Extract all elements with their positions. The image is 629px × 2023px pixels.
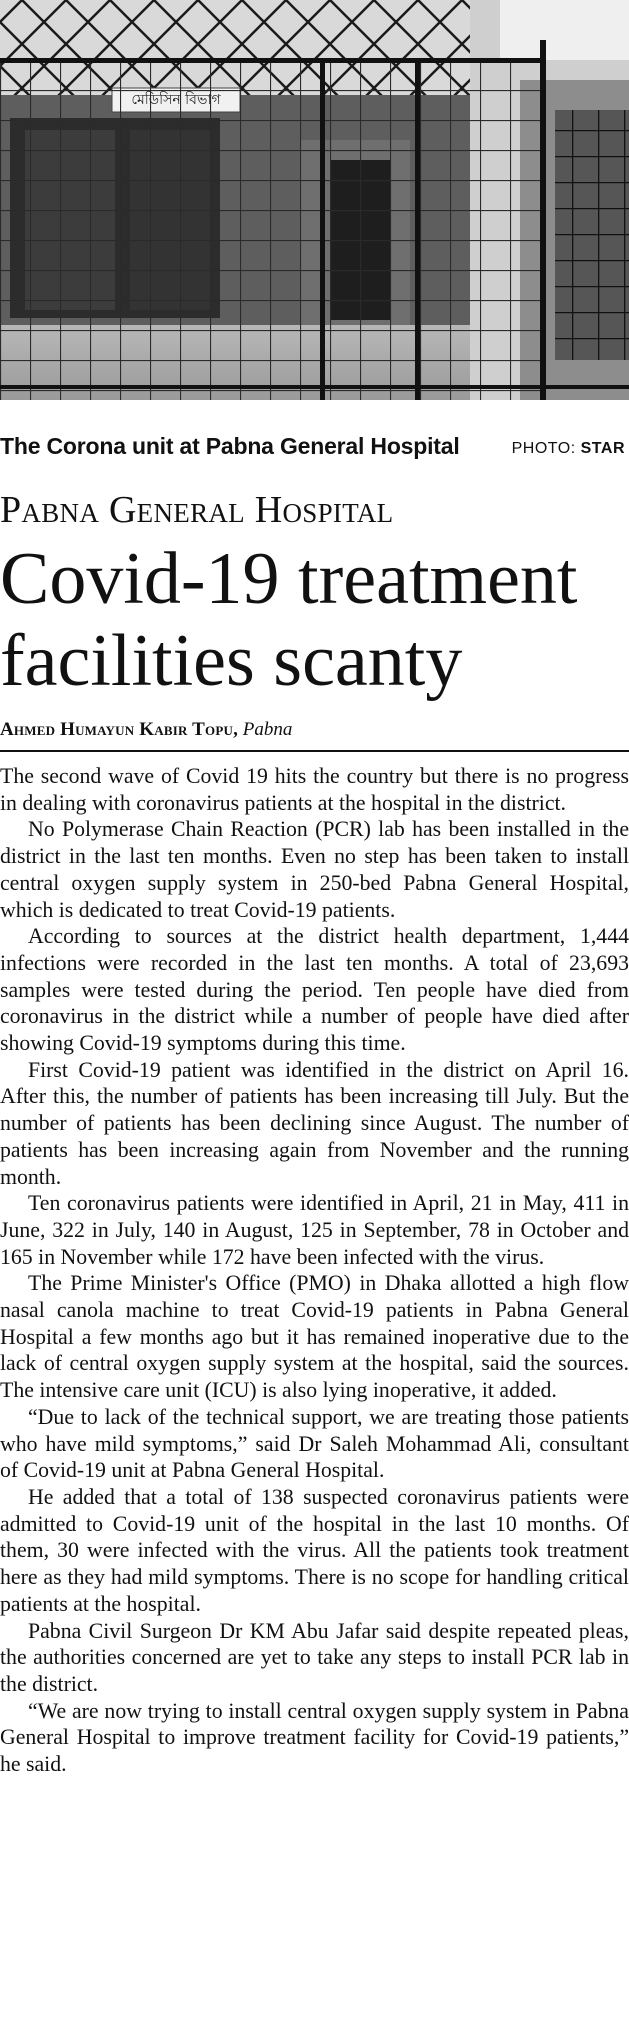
hospital-photo [0, 0, 629, 400]
article-kicker: Pabna General Hospital [0, 489, 394, 531]
corona-unit-photo-image [0, 0, 629, 400]
paragraph: Ten coronavirus patients were identified in April, 21 in May, 411 in June, 322 in July, 140 in August, 125 in September, 78 in October and 165 in November while 172 have been infected with the virus. [0, 1191, 629, 1269]
photo-credit-label: PHOTO: [511, 440, 581, 457]
photo-caption: The Corona unit at Pabna General Hospital [0, 433, 460, 459]
paragraph: The second wave of Covid 19 hits the country but there is no progress in dealing with coronavirus patients at the hospital in the district. [0, 764, 629, 815]
photo-caption-row [0, 433, 629, 467]
byline-author: Ahmed Humayun Kabir Topu, [0, 719, 239, 740]
paragraph: First Covid-19 patient was identified in the district on April 16. After this, the number of patients has been increasing till July. But the number of patients has been declining since August. The number of patients has been increasing again from November and the running month. [0, 1057, 629, 1189]
article-headline: Covid-19 treatment facilities scanty [0, 538, 578, 702]
photo-credit [512, 440, 625, 458]
paragraph: He added that a total of 138 suspected coronavirus patients were admitted to Covid-19 unit of the hospital in the last 10 months. Of them, 30 were infected with the virus. All the patients took treatment here as they had mild symptoms. There is no scope for handling critical patients at the hospital. [0, 1484, 629, 1616]
paragraph: Pabna Civil Surgeon Dr KM Abu Jafar said despite repeated pleas, the authorities concerned are yet to take any steps to install PCR lab in the district. [0, 1618, 629, 1696]
paragraph: According to sources at the district health department, 1,444 infections were recorded in the last ten months. A total of 23,693 samples were tested during the period. Ten people have died from coronavirus in the district while a number of people have died after showing Covid-19 symptoms during this time. [0, 924, 629, 1056]
byline-divider [0, 750, 629, 752]
paragraph: “We are now trying to install central oxygen supply system in Pabna General Hospital to improve treatment facility for Covid-19 patients,” he said. [0, 1698, 629, 1777]
paragraph: The Prime Minister's Office (PMO) in Dhaka allotted a high flow nasal canola machine to treat Covid-19 patients in Pabna General Hospital a few months ago but it has remained inoperative due to the lack of central oxygen supply system at the hospital, said the sources. The intensive care unit (ICU) is also lying inoperative, it added. [0, 1271, 629, 1403]
photo-credit-source: STAR [580, 440, 625, 457]
article-byline [0, 719, 292, 741]
paragraph: No Polymerase Chain Reaction (PCR) lab has been installed in the district in the last ten months. Even no step has been taken to install central oxygen supply system in 250-bed Pabna General Hospital, which is dedicated to treat Covid-19 patients. [0, 817, 629, 922]
article-body [0, 763, 629, 1778]
paragraph: “Due to lack of the technical support, we are treating those patients who have mild symptoms,” said Dr Saleh Mohammad Ali, consultant of Covid-19 unit at Pabna General Hospital. [0, 1404, 629, 1483]
ward-sign-text: মেডিসিন বিভাগ [131, 92, 221, 108]
byline-location: Pabna [242, 719, 293, 740]
